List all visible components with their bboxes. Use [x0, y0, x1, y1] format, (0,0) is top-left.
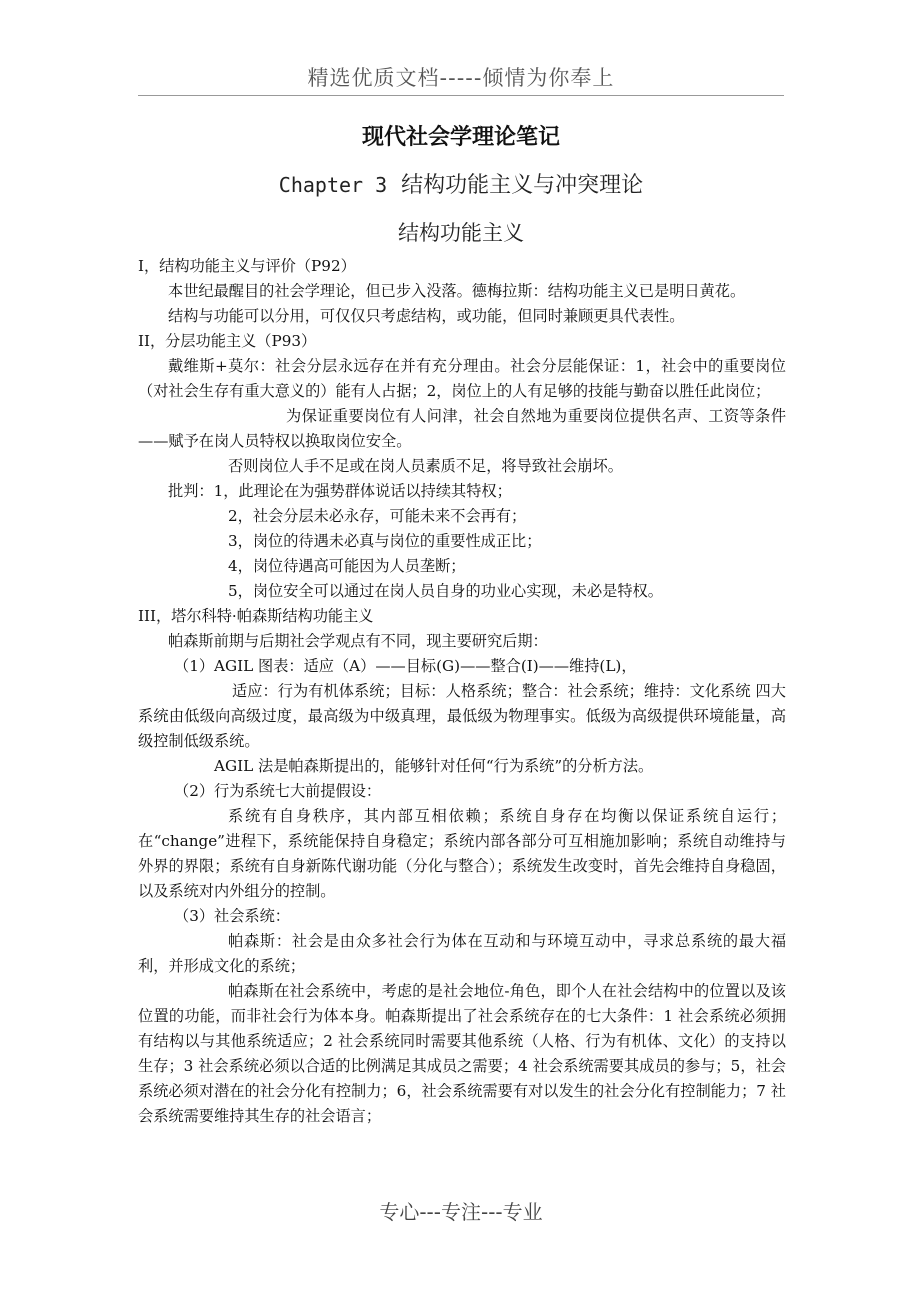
heading-1: I，结构功能主义与评价（P92）	[138, 257, 356, 275]
critique-item: 3，岗位的待遇未必真与岗位的重要性成正比；	[228, 532, 542, 550]
paragraph: 帕森斯在社会系统中，考虑的是社会地位-角色，即个人在社会结构中的位置以及该位置的功能，而非社会行为体本身。帕森斯提出了社会系统存在的七大条件：1 社会系统必须拥有结构以与其他系统适应；2 社会系统同时需要其他系统（人格、行为有机体、文化）的支持以生存；3 社会系统必须以合适的比例满足其成员之需要；4 社会系统需要其成员的参与；5，社会系统必须对潜在的社会分化有控制力；6，社会系统需要有对以发生的社会分化有控制能力；7 社会系统需要维持其生存的社会语言；	[138, 982, 786, 1125]
paragraph: AGIL 法是帕森斯提出的，能够针对任何“行为系统”的分析方法。	[214, 757, 654, 775]
page-footer: 专心---专注---专业	[379, 1200, 543, 1224]
critique-item: 2，社会分层未必永存，可能未来不会再有；	[228, 507, 527, 525]
chapter-heading	[138, 168, 784, 199]
document-body	[138, 254, 786, 1129]
chapter-number: Chapter 3	[278, 173, 388, 197]
chapter-title: 结构功能主义与冲突理论	[401, 173, 644, 198]
critique-item: 5，岗位安全可以通过在岗人员自身的功业心实现，未必是特权。	[228, 582, 663, 600]
paragraph: 本世纪最醒目的社会学理论，但已步入没落。德梅拉斯：结构功能主义已是明日黄花。	[168, 282, 746, 300]
heading-3: III，塔尔科特·帕森斯结构功能主义	[138, 607, 374, 625]
section-title: 结构功能主义	[398, 221, 524, 245]
paragraph: 帕森斯前期与后期社会学观点有不同，现主要研究后期：	[168, 632, 548, 650]
heading-2: II，分层功能主义（P93）	[138, 332, 317, 350]
document-title: 现代社会学理论笔记	[361, 125, 560, 150]
critique-item: 4，岗位待遇高可能因为人员垄断；	[228, 557, 466, 575]
subheading: （1）AGIL 图表：适应（A）——目标(G)——整合(I)——维持(L)，	[174, 657, 637, 675]
paragraph: 否则岗位人手不足或在岗人员素质不足，将导致社会崩坏。	[228, 457, 623, 475]
subheading: （2）行为系统七大前提假设：	[174, 782, 382, 800]
critique-item: 批判：1，此理论在为强势群体说话以持续其特权；	[168, 482, 512, 500]
paragraph: 戴维斯+莫尔：社会分层永远存在并有充分理由。社会分层能保证：1，社会中的重要岗位（对社会生存有重大意义的）能有人占据；2，岗位上的人有足够的技能与勤奋以胜任此岗位；	[138, 357, 786, 400]
paragraph: 为保证重要岗位有人问津，社会自然地为重要岗位提供名声、工资等条件——赋予在岗人员特权以换取岗位安全。	[138, 407, 786, 450]
subheading: （3）社会系统：	[174, 907, 290, 925]
paragraph: 系统有自身秩序，其内部互相依赖；系统自身存在均衡以保证系统自运行；在“change”进程下，系统能保持自身稳定；系统内部各部分可互相施加影响；系统自动维持与外界的界限；系统有自身新陈代谢功能（分化与整合）；系统发生改变时，首先会维持自身稳固，以及系统对内外组分的控制。	[138, 807, 786, 900]
page-header: 精选优质文档-----倾情为你奉上	[307, 66, 615, 90]
paragraph: 结构与功能可以分用，可仅仅只考虑结构，或功能，但同时兼顾更具代表性。	[168, 307, 685, 325]
header-divider	[138, 95, 784, 96]
paragraph: 适应：行为有机体系统；目标：人格系统；整合：社会系统；维持：文化系统 四大系统由低级向高级过度，最高级为中级真理，最低级为物理事实。低级为高级提供环境能量，高级控制低级系统。	[138, 682, 786, 750]
paragraph: 帕森斯：社会是由众多社会行为体在互动和与环境互动中，寻求总系统的最大福利，并形成文化的系统；	[138, 932, 786, 975]
